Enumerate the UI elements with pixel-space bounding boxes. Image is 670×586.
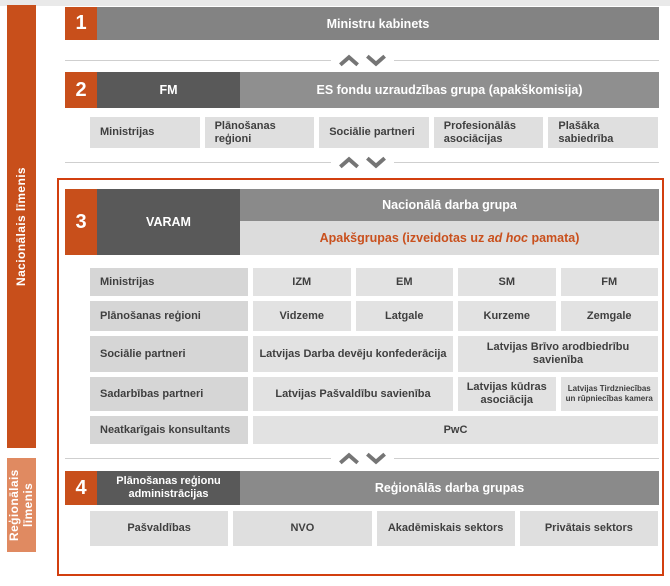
table-row xyxy=(90,301,658,331)
table-value-cell: IZM xyxy=(253,268,351,296)
level2-owner-fm: FM xyxy=(97,72,240,108)
level2-number-badge: 2 xyxy=(65,72,97,108)
regional-level-label: Reģionālais līmenis xyxy=(6,469,35,541)
level4-member-cell: Pašvaldības xyxy=(90,511,228,546)
level2-member-cell: Plašāka sabiedrība xyxy=(548,117,658,148)
level4-members-row xyxy=(90,511,658,546)
level4-number-badge: 4 xyxy=(65,471,97,505)
sidebar-national-level xyxy=(7,5,36,448)
level2-members-row xyxy=(90,117,658,148)
top-divider-strip xyxy=(0,0,670,6)
table-label-cell: Neatkarīgais konsultants xyxy=(90,416,248,444)
level2-bar-es-fondu-uzraudzibas-grupa: ES fondu uzraudzības grupa (apakškomisija) xyxy=(240,72,659,108)
level4-bar-regionalas-darba-grupas: Reģionālās darba grupas xyxy=(240,471,659,505)
table-value-cell: Latvijas Darba devēju konfederācija xyxy=(253,336,453,372)
table-value-cell: Latgale xyxy=(356,301,454,331)
table-value-cell: Latvijas Tirdzniecības un rūpniecības kamera xyxy=(561,377,659,411)
level4-owner-planosanas-regionu-administracijas: Plānošanas reģionu administrācijas xyxy=(97,471,240,505)
table-value-cell: PwC xyxy=(253,416,658,444)
table-row xyxy=(90,268,658,296)
subgroups-text: Apakšgrupas (izveidotas uz ad hoc pamata) xyxy=(319,231,580,245)
table-label-cell: Sociālie partneri xyxy=(90,336,248,372)
chevron-down-icon xyxy=(364,54,388,67)
level2-member-cell: Plānošanas reģioni xyxy=(205,117,315,148)
level3-number-badge: 3 xyxy=(65,189,97,255)
divider-2 xyxy=(65,154,659,170)
chevron-up-icon xyxy=(337,54,361,67)
table-value-cell: Zemgale xyxy=(561,301,659,331)
national-level-label: Nacionālais līmenis xyxy=(13,167,28,286)
chevron-pair xyxy=(331,54,394,67)
table-label-cell: Sadarbības partneri xyxy=(90,377,248,411)
level3-owner-varam: VARAM xyxy=(97,189,240,255)
level3-table xyxy=(90,268,658,444)
chevron-down-icon xyxy=(364,452,388,465)
table-value-cell: Latvijas Pašvaldību savienība xyxy=(253,377,453,411)
chevron-pair xyxy=(331,156,394,169)
chevron-up-icon xyxy=(337,156,361,169)
chevron-pair xyxy=(331,452,394,465)
table-value-cell: Latvijas kūdras asociācija xyxy=(458,377,556,411)
sidebar-regional-level xyxy=(7,458,36,552)
table-value-cell: Vidzeme xyxy=(253,301,351,331)
level4-member-cell: Privātais sektors xyxy=(520,511,658,546)
level1-number-badge: 1 xyxy=(65,7,97,40)
level4-member-cell: Akadēmiskais sektors xyxy=(377,511,515,546)
level1-bar-ministru-kabinets: Ministru kabinets xyxy=(97,7,659,40)
chevron-down-icon xyxy=(364,156,388,169)
table-value-cell: EM xyxy=(356,268,454,296)
chevron-up-icon xyxy=(337,452,361,465)
level3-subgroups-bar xyxy=(240,221,659,255)
level2-member-cell: Profesionālās asociācijas xyxy=(434,117,544,148)
table-label-cell: Ministrijas xyxy=(90,268,248,296)
table-row xyxy=(90,416,658,444)
table-value-cell: FM xyxy=(561,268,659,296)
level2-member-cell: Sociālie partneri xyxy=(319,117,429,148)
level3-bar-nacionala-darba-grupa: Nacionālā darba grupa xyxy=(240,189,659,221)
divider-3 xyxy=(65,450,659,466)
table-row xyxy=(90,336,658,372)
level2-member-cell: Ministrijas xyxy=(90,117,200,148)
table-value-cell: Kurzeme xyxy=(458,301,556,331)
table-row xyxy=(90,377,658,411)
divider-1 xyxy=(65,52,659,68)
table-value-cell: SM xyxy=(458,268,556,296)
table-label-cell: Plānošanas reģioni xyxy=(90,301,248,331)
level4-member-cell: NVO xyxy=(233,511,371,546)
table-value-cell: Latvijas Brīvo arodbiedrību savienība xyxy=(458,336,658,372)
